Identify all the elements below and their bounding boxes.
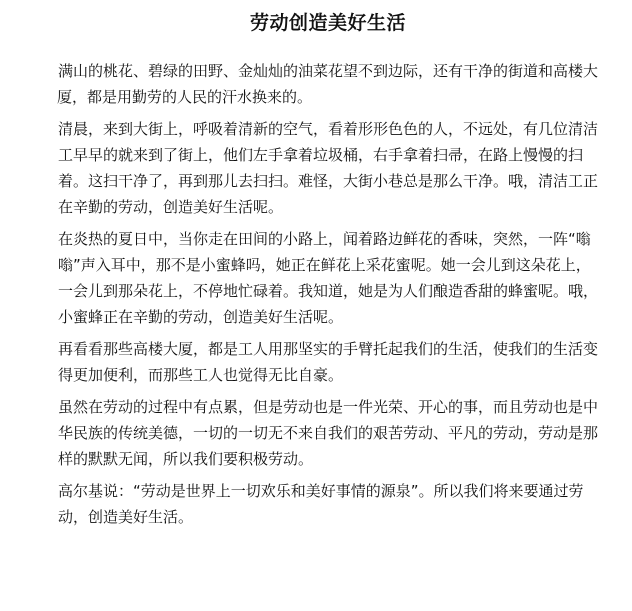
paragraph-1: 满山的桃花、碧绿的田野、金灿灿的油菜花望不到边际，还有干净的街道和高楼大厦，都是用勤劳的人民的汗水换来的。 [57, 62, 599, 106]
paragraph-2: 清晨，来到大街上，呼吸着清新的空气，看着形形色色的人，不远处，有几位清洁工早早的就来到了街上，他们左手拿着垃圾桶，右手拿着扫帚，在路上慢慢的扫着。这扫干净了，再到那儿去扫扫。难怪，大街小巷总是那么干净。哦，清洁工正在辛勤的劳动，创造美好生活呢。 [58, 120, 599, 216]
paragraph-3: 在炎热的夏日中，当你走在田间的小路上，闻着路边鲜花的香味，突然，一阵“嗡嗡”声入耳中，那不是小蜜蜂吗，她正在鲜花上采花蜜呢。她一会儿到这朵花上，一会儿到那朵花上，不停地忙碌着。我知道，她是为人们酿造香甜的蜂蜜呢。哦，小蜜蜂正在辛勤的劳动，创造美好生活呢。 [58, 230, 599, 326]
paragraph-4: 再看看那些高楼大厦，都是工人用那坚实的手臂托起我们的生活，使我们的生活变得更加便利，而那些工人也觉得无比自豪。 [58, 340, 599, 384]
paragraph-6: 高尔基说：“劳动是世界上一切欢乐和美好事情的源泉”。所以我们将来要通过劳动，创造美好生活。 [58, 482, 584, 526]
paragraph-5: 虽然在劳动的过程中有点累，但是劳动也是一件光荣、开心的事，而且劳动也是中华民族的传统美德，一切的一切无不来自我们的艰苦劳动、平凡的劳动，劳动是那样的默默无闻，所以我们要积极劳动。 [58, 398, 599, 468]
page-title: 劳动创造美好生活 [249, 12, 406, 34]
